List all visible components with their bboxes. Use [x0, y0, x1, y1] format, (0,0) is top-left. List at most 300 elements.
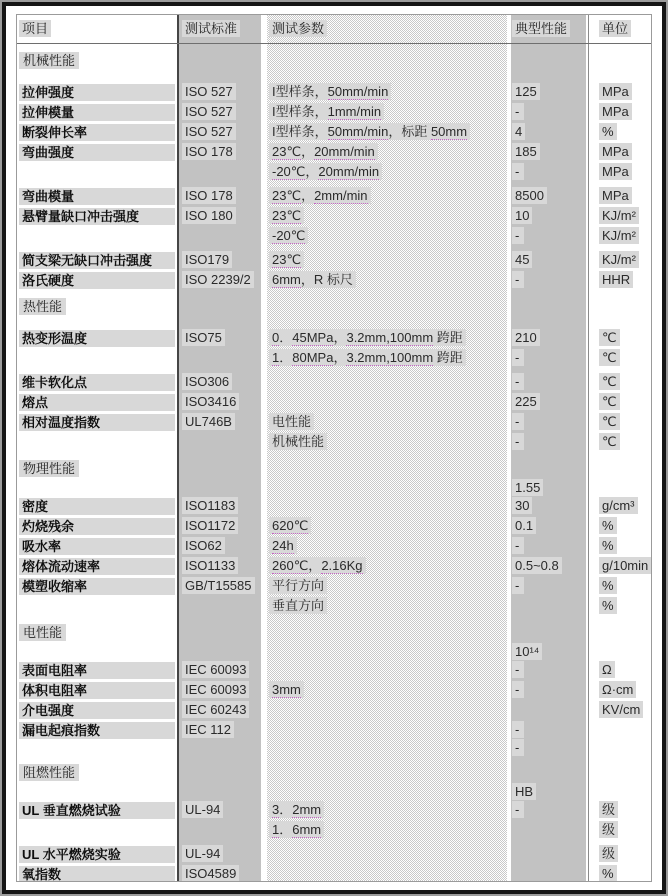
value-cell: [509, 643, 593, 661]
standard-cell: [179, 413, 263, 431]
spellcheck-underline: 1: [272, 350, 280, 365]
header-cell-item: [17, 20, 179, 38]
param-label: 260℃，2.16Kg: [269, 557, 366, 574]
item-label: 氧指数: [19, 866, 175, 883]
standard-label: ISO 527: [182, 103, 236, 120]
item-label: 热变形温度: [19, 330, 175, 347]
spellcheck-underline: 6mm: [272, 272, 301, 287]
unit-cell: [593, 577, 651, 595]
table-row: [17, 372, 651, 392]
param-cell: [263, 227, 509, 245]
unit-label: ℃: [599, 393, 620, 410]
value-label: -: [512, 661, 524, 678]
param-label: [269, 251, 304, 268]
unit-cell: [593, 329, 651, 347]
spellcheck-underline: 23℃: [272, 144, 302, 159]
section-row: [17, 622, 651, 644]
param-label: 0．45MPa，3.2mm,100mm 跨距: [269, 329, 466, 346]
unit-cell: [593, 661, 651, 679]
item-label: 洛氏硬度: [19, 272, 175, 289]
standard-label: ISO75: [182, 329, 225, 346]
standard-cell: [179, 329, 263, 347]
unit-cell: [593, 207, 651, 225]
item-cell: [17, 866, 179, 883]
unit-label: KJ/m²: [599, 207, 639, 224]
unit-label: MPa: [599, 83, 632, 100]
standard-label: IEC 60093: [182, 681, 249, 698]
standard-label: ISO 2239/2: [182, 271, 254, 288]
spacer-row: [17, 318, 651, 328]
spellcheck-underline: 50mm/min: [327, 124, 389, 139]
spellcheck-underline: 23℃: [272, 188, 302, 203]
standard-cell: [179, 537, 263, 555]
standard-cell: [179, 577, 263, 595]
table-row: [17, 432, 651, 452]
standard-label: UL746B: [182, 413, 235, 430]
param-cell: [263, 207, 509, 225]
item-cell: [17, 682, 179, 699]
param-cell: [263, 577, 509, 595]
unit-cell: [593, 557, 651, 575]
value-cell: [509, 227, 593, 245]
item-cell: [17, 578, 179, 595]
item-cell: [17, 52, 179, 70]
section-row: [17, 50, 651, 72]
section-row: [17, 296, 651, 318]
standard-cell: [179, 251, 263, 269]
unit-label: ℃: [599, 373, 620, 390]
item-label: 熔体流动速率: [19, 558, 175, 575]
standard-label: IEC 60243: [182, 701, 249, 718]
unit-label: ℃: [599, 329, 620, 346]
spellcheck-underline: 23℃: [272, 208, 302, 223]
unit-cell: [593, 413, 651, 431]
document-frame: [2, 2, 666, 894]
param-label: [269, 207, 304, 224]
unit-label: %: [599, 577, 617, 594]
item-cell: [17, 104, 179, 121]
value-label: 45: [512, 251, 532, 268]
item-cell: [17, 518, 179, 535]
unit-cell: [593, 373, 651, 391]
col-header-standard: 测试标准: [182, 20, 240, 37]
param-label: 垂直方向: [269, 597, 327, 614]
param-label: -20℃，20mm/min: [269, 163, 382, 180]
table-row: [17, 680, 651, 700]
table-row: [17, 556, 651, 576]
param-label: 平行方向: [269, 577, 327, 594]
item-label: 拉伸强度: [19, 84, 175, 101]
value-cell: [509, 413, 593, 431]
header-cell-typical: [509, 20, 593, 38]
param-label: 23℃，2mm/min: [269, 187, 371, 204]
item-cell: [17, 538, 179, 555]
param-cell: [263, 329, 509, 347]
param-cell: [263, 557, 509, 575]
standard-cell: [179, 557, 263, 575]
item-cell: [17, 702, 179, 719]
value-label: -: [512, 413, 524, 430]
spellcheck-underline: 0: [272, 330, 280, 345]
standard-cell: [179, 103, 263, 121]
standard-cell: [179, 497, 263, 515]
standard-cell: [179, 721, 263, 739]
table-row: [17, 392, 651, 412]
standard-cell: [179, 271, 263, 289]
unit-cell: [593, 393, 651, 411]
param-cell: [263, 123, 509, 141]
item-cell: [17, 460, 179, 478]
unit-cell: [593, 271, 651, 289]
param-cell: [263, 517, 509, 535]
item-label: 灼烧残余: [19, 518, 175, 535]
value-cell: [509, 661, 593, 679]
standard-cell: [179, 517, 263, 535]
standard-cell: [179, 865, 263, 882]
section-label: 机械性能: [19, 52, 79, 69]
unit-cell: [593, 845, 651, 863]
table-row: [17, 142, 651, 162]
unit-cell: [593, 143, 651, 161]
value-label: 30: [512, 497, 532, 514]
table-row: [17, 82, 651, 102]
item-cell: [17, 252, 179, 269]
item-label: 简支梁无缺口冲击强度: [19, 252, 175, 269]
unit-label: KJ/m²: [599, 251, 639, 268]
standard-cell: [179, 207, 263, 225]
item-label: 维卡软化点: [19, 374, 175, 391]
item-label: 相对温度指数: [19, 414, 175, 431]
unit-cell: [593, 497, 651, 515]
table-row: [17, 186, 651, 206]
unit-label: %: [599, 517, 617, 534]
unit-cell: [593, 227, 651, 245]
value-label: 125: [512, 83, 540, 100]
item-cell: [17, 144, 179, 161]
param-cell: [263, 251, 509, 269]
param-label: 23℃，20mm/min: [269, 143, 378, 160]
item-label: 断裂伸长率: [19, 124, 175, 141]
value-cell: [509, 721, 593, 739]
standard-label: ISO3416: [182, 393, 239, 410]
item-label: 熔点: [19, 394, 175, 411]
value-label: 225: [512, 393, 540, 410]
value-cell: [509, 517, 593, 535]
standard-label: UL-94: [182, 845, 223, 862]
spacer-row: [17, 72, 651, 82]
spellcheck-underline: 3.2mm,100mm: [346, 350, 434, 365]
param-label: [269, 517, 311, 534]
param-label: [269, 681, 304, 698]
item-cell: [17, 272, 179, 289]
item-label: 拉伸模量: [19, 104, 175, 121]
param-label: 3．2mm: [269, 801, 324, 818]
table-row: [17, 496, 651, 516]
item-cell: [17, 188, 179, 205]
value-label: -: [512, 433, 524, 450]
standard-label: ISO 527: [182, 123, 236, 140]
item-cell: [17, 624, 179, 642]
standard-label: ISO62: [182, 537, 225, 554]
section-label: 物理性能: [19, 460, 79, 477]
header-cell-parameter: [263, 20, 509, 38]
standard-label: ISO1172: [182, 517, 238, 534]
item-cell: [17, 802, 179, 819]
standard-cell: [179, 83, 263, 101]
unit-cell: [593, 801, 651, 819]
value-cell: [509, 801, 593, 819]
table-row: [17, 700, 651, 720]
value-cell: [509, 393, 593, 411]
standard-label: ISO 180: [182, 207, 236, 224]
value-label: -: [512, 801, 524, 818]
spellcheck-underline: 2.16Kg: [321, 558, 363, 573]
standard-cell: [179, 187, 263, 205]
param-cell: [263, 103, 509, 121]
value-label: -: [512, 739, 524, 756]
item-label: UL 水平燃烧实验: [19, 846, 175, 863]
unit-label: g/cm³: [599, 497, 638, 514]
unit-label: Ω: [599, 661, 615, 678]
value-label: 210: [512, 329, 540, 346]
spellcheck-underline: 260℃: [272, 558, 309, 573]
standard-cell: [179, 701, 263, 719]
table-row: [17, 536, 651, 556]
header-cell-standard: [179, 20, 263, 38]
item-label: 弯曲强度: [19, 144, 175, 161]
unit-cell: [593, 865, 651, 882]
unit-label: 级: [599, 801, 618, 818]
value-label: -: [512, 163, 524, 180]
spellcheck-underline: 50mm/min: [327, 84, 389, 99]
value-row: [17, 784, 651, 800]
section-label: 电性能: [19, 624, 66, 641]
standard-cell: [179, 681, 263, 699]
value-cell: [509, 251, 593, 269]
unit-label: %: [599, 597, 617, 614]
item-label: 模塑收缩率: [19, 578, 175, 595]
standard-cell: [179, 143, 263, 161]
param-cell: [263, 143, 509, 161]
item-label: 介电强度: [19, 702, 175, 719]
value-label: -: [512, 349, 524, 366]
table-row: [17, 270, 651, 290]
unit-label: %: [599, 537, 617, 554]
standard-label: ISO 178: [182, 187, 236, 204]
value-cell: [509, 479, 593, 497]
item-cell: [17, 84, 179, 101]
unit-cell: [593, 681, 651, 699]
param-cell: [263, 83, 509, 101]
item-label: 表面电阻率: [19, 662, 175, 679]
table-row: [17, 412, 651, 432]
value-cell: [509, 163, 593, 181]
spellcheck-underline: 3mm: [272, 682, 301, 697]
unit-cell: [593, 123, 651, 141]
item-label: 体积电阻率: [19, 682, 175, 699]
standard-label: GB/T15585: [182, 577, 255, 594]
standard-cell: [179, 661, 263, 679]
unit-label: ℃: [599, 349, 620, 366]
param-label: I型样条，1mm/min: [269, 103, 384, 120]
standard-label: ISO 178: [182, 143, 236, 160]
table-row: [17, 720, 651, 740]
table-row: [17, 864, 651, 882]
unit-label: 级: [599, 821, 618, 838]
standard-cell: [179, 123, 263, 141]
table-row: [17, 122, 651, 142]
param-label: [269, 537, 297, 554]
unit-cell: [593, 251, 651, 269]
value-cell: [509, 143, 593, 161]
table-row: [17, 348, 651, 368]
unit-label: HHR: [599, 271, 633, 288]
value-label: 0.5~0.8: [512, 557, 562, 574]
value-label: -: [512, 227, 524, 244]
unit-cell: [593, 433, 651, 451]
section-label: 热性能: [19, 298, 66, 315]
value-label: -: [512, 537, 524, 554]
item-label: 弯曲模量: [19, 188, 175, 205]
param-cell: [263, 271, 509, 289]
value-label: 8500: [512, 187, 547, 204]
table-row: [17, 576, 651, 596]
unit-cell: [593, 187, 651, 205]
spellcheck-underline: 20mm/min: [318, 164, 380, 179]
item-cell: [17, 374, 179, 391]
item-cell: [17, 764, 179, 782]
value-cell: [509, 349, 593, 367]
value-cell: [509, 207, 593, 225]
spellcheck-underline: 3: [272, 802, 280, 817]
spellcheck-underline: 620℃: [272, 518, 309, 533]
unit-label: MPa: [599, 187, 632, 204]
param-label: 电性能: [269, 413, 314, 430]
item-cell: [17, 558, 179, 575]
properties-table: [16, 14, 652, 882]
standard-cell: [179, 373, 263, 391]
unit-label: 级: [599, 845, 618, 862]
value-cell: [509, 577, 593, 595]
standard-label: ISO1133: [182, 557, 238, 574]
value-cell: [509, 187, 593, 205]
spellcheck-underline: 2mm: [292, 802, 322, 817]
value-cell: [509, 329, 593, 347]
value-row: [17, 644, 651, 660]
param-cell: [263, 681, 509, 699]
standard-label: UL-94: [182, 801, 223, 818]
value-label: 185: [512, 143, 540, 160]
value-cell: [509, 681, 593, 699]
col-header-typical: 典型性能: [512, 20, 570, 37]
unit-label: MPa: [599, 143, 632, 160]
value-cell: [509, 537, 593, 555]
value-label: 4: [512, 123, 525, 140]
table-row: [17, 800, 651, 820]
section-row: [17, 458, 651, 480]
unit-label: KJ/m²: [599, 227, 639, 244]
param-cell: [263, 349, 509, 367]
header-cell-unit: [593, 20, 651, 38]
value-cell: [509, 123, 593, 141]
unit-label: g/10min: [599, 557, 651, 574]
value-cell: [509, 739, 593, 757]
section-label: 阻燃性能: [19, 764, 79, 781]
value-label: -: [512, 721, 524, 738]
param-cell: [263, 163, 509, 181]
value-label: 10¹⁴: [512, 643, 542, 660]
unit-label: KV/cm: [599, 701, 643, 718]
unit-cell: [593, 103, 651, 121]
value-cell: [509, 271, 593, 289]
spellcheck-underline: 1mm/min: [327, 104, 382, 119]
standard-label: ISO179: [182, 251, 232, 268]
standard-label: ISO1183: [182, 497, 238, 514]
standard-label: IEC 112: [182, 721, 234, 738]
spellcheck-underline: 23℃: [272, 252, 302, 267]
value-label: -: [512, 681, 524, 698]
spellcheck-underline: 80MPa: [292, 350, 334, 365]
value-cell: [509, 497, 593, 515]
standard-cell: [179, 801, 263, 819]
value-cell: [509, 557, 593, 575]
value-row: [17, 740, 651, 756]
value-cell: [509, 783, 593, 801]
table-row: [17, 516, 651, 536]
value-label: 1.55: [512, 479, 543, 496]
unit-cell: [593, 597, 651, 615]
item-cell: [17, 722, 179, 739]
value-label: 0.1: [512, 517, 536, 534]
table-row: [17, 328, 651, 348]
item-label: 密度: [19, 498, 175, 515]
unit-cell: [593, 349, 651, 367]
unit-label: ℃: [599, 433, 620, 450]
value-label: HB: [512, 783, 536, 800]
unit-cell: [593, 701, 651, 719]
param-label: I型样条，50mm/min: [269, 83, 391, 100]
table-row: [17, 820, 651, 840]
table-header: [17, 15, 651, 44]
table-content: [17, 15, 651, 882]
col-header-parameter: 测试参数: [269, 20, 327, 37]
unit-label: %: [599, 865, 617, 882]
table-row: [17, 226, 651, 246]
value-row: [17, 480, 651, 496]
table-body: [17, 50, 651, 882]
table-row: [17, 206, 651, 226]
item-cell: [17, 124, 179, 141]
table-row: [17, 102, 651, 122]
unit-label: MPa: [599, 103, 632, 120]
section-row: [17, 762, 651, 784]
value-label: -: [512, 271, 524, 288]
item-label: UL 垂直燃烧试验: [19, 802, 175, 819]
param-cell: [263, 821, 509, 839]
item-label: 漏电起痕指数: [19, 722, 175, 739]
item-cell: [17, 298, 179, 316]
param-cell: [263, 597, 509, 615]
unit-label: Ω·cm: [599, 681, 636, 698]
spellcheck-underline: -20℃: [272, 164, 306, 179]
col-header-item: 项目: [19, 20, 51, 37]
unit-label: %: [599, 123, 617, 140]
spellcheck-underline: 2mm/min: [314, 188, 368, 203]
param-label: I型样条，50mm/min，标距 50mm: [269, 123, 470, 140]
value-label: -: [512, 103, 524, 120]
standard-cell: [179, 393, 263, 411]
item-cell: [17, 846, 179, 863]
